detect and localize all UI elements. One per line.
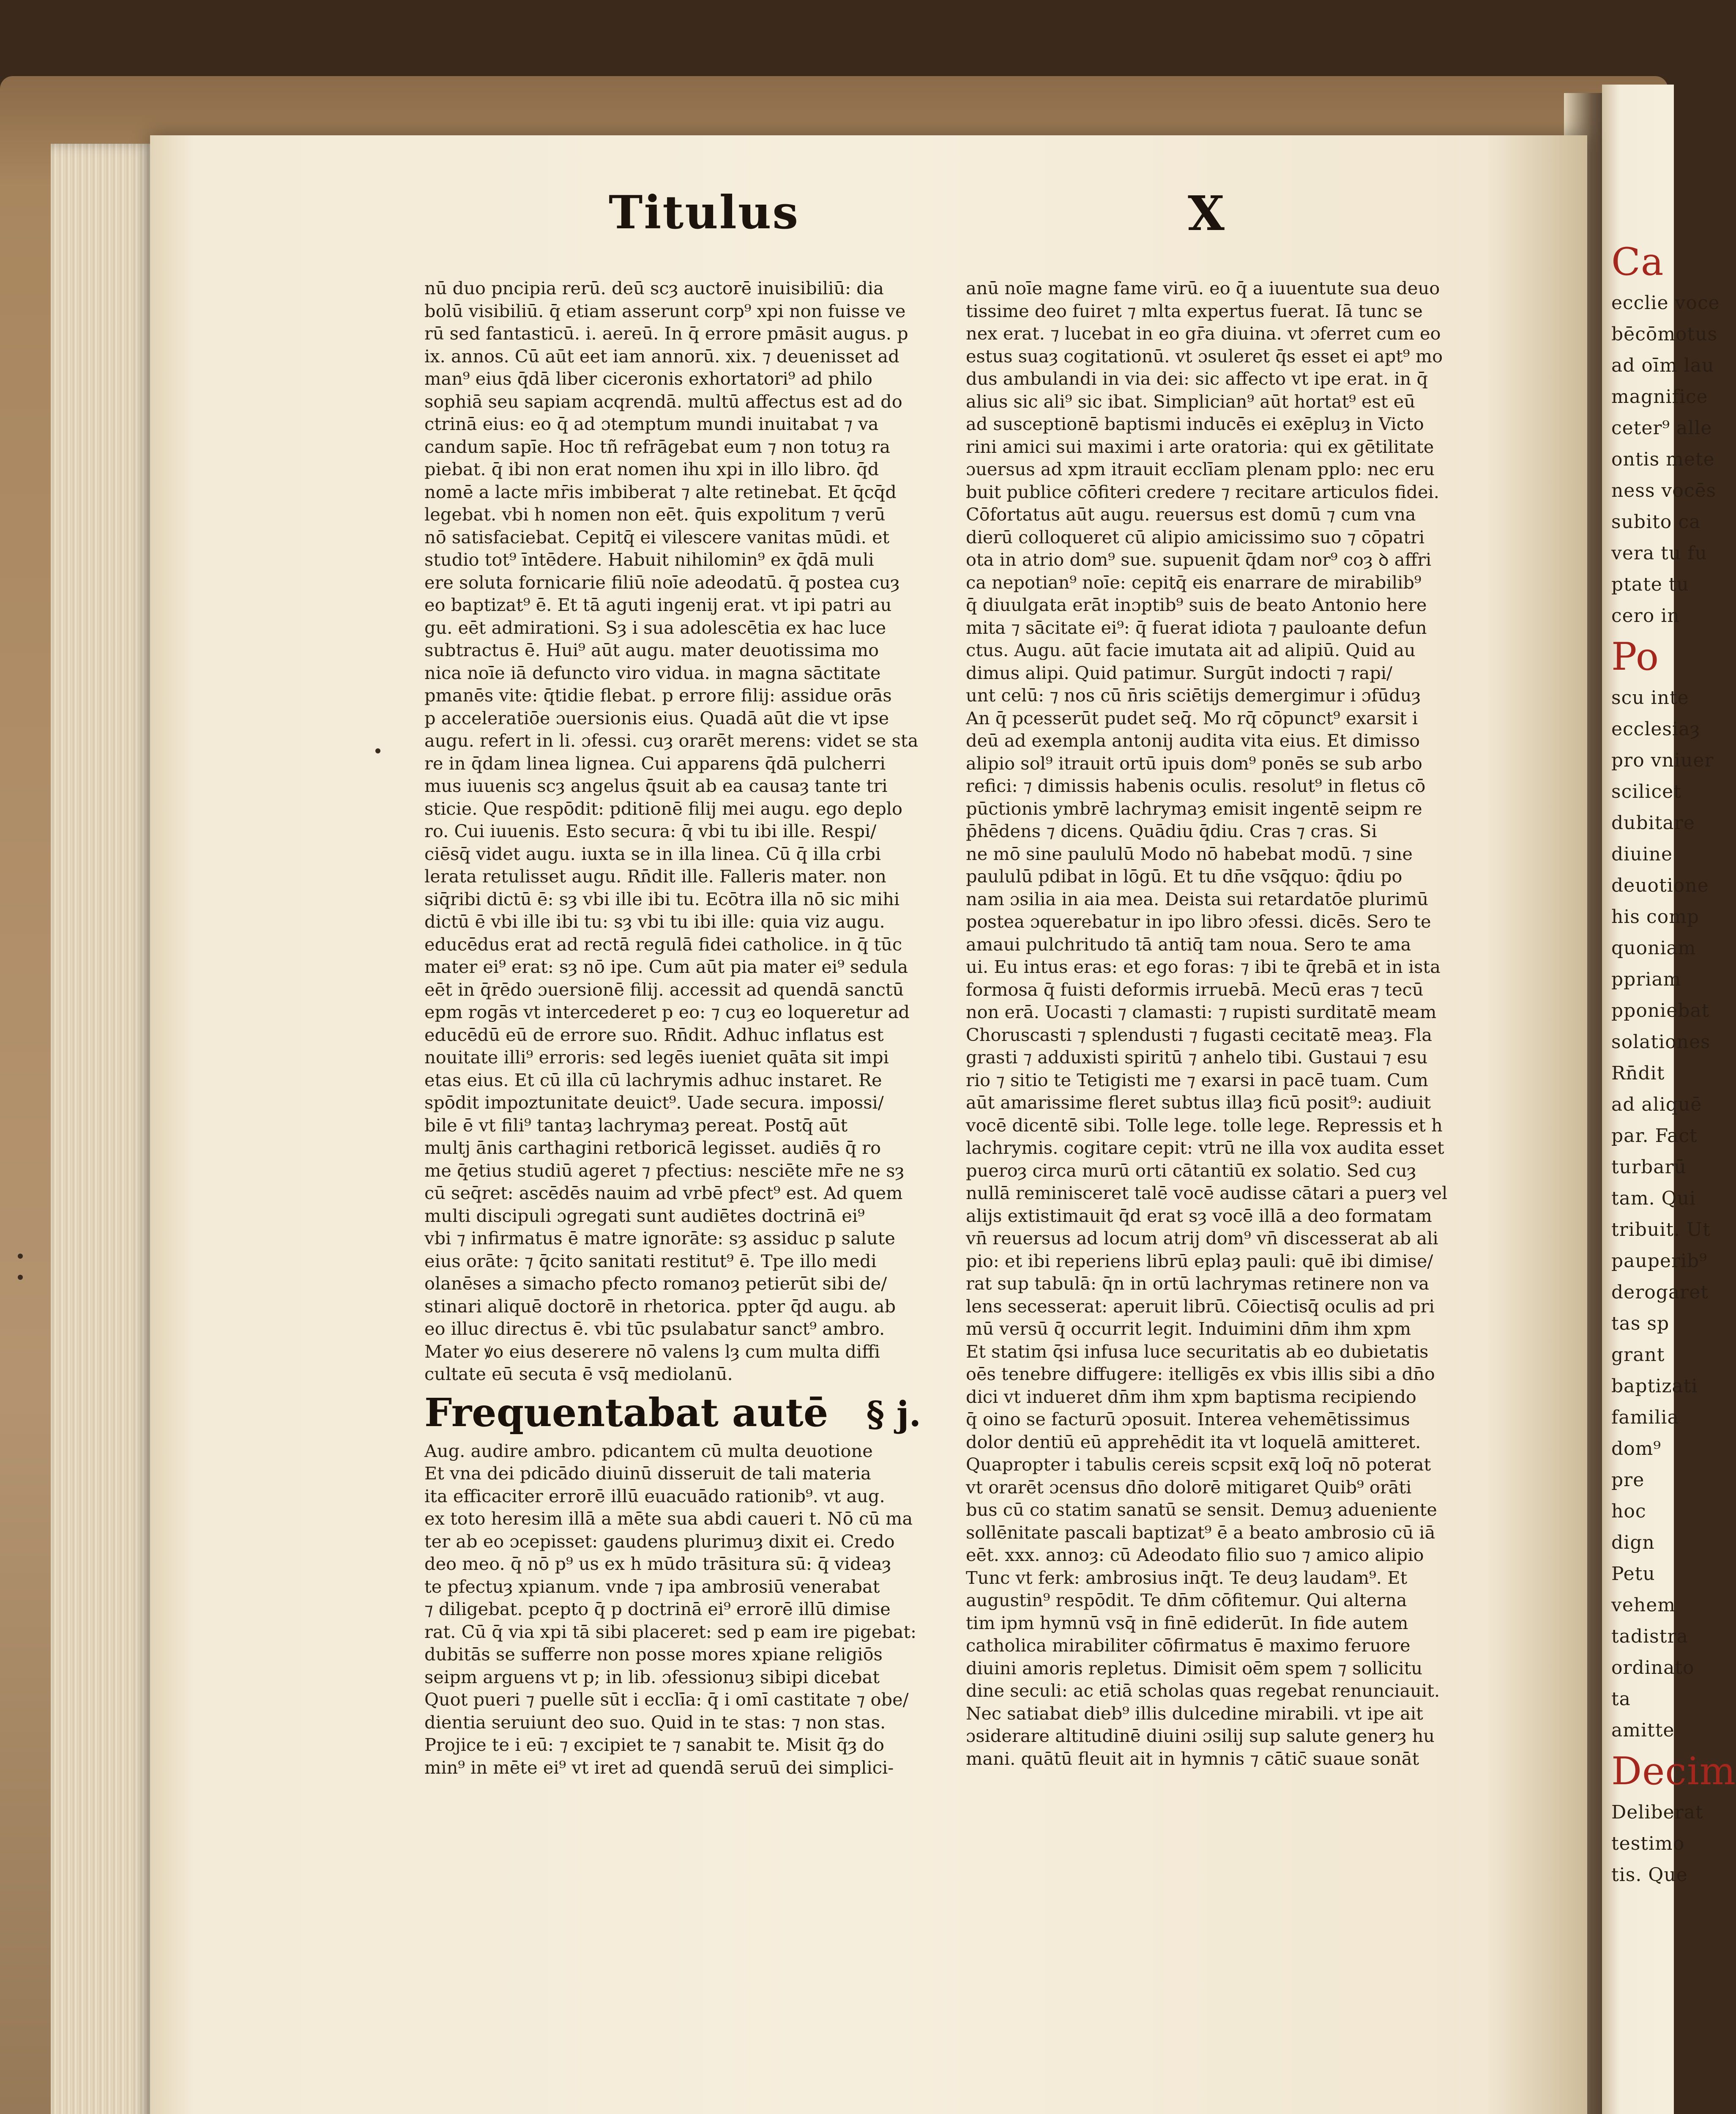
text-line: nouitate illi⁹ erroris: sed legēs iueniet quāta sit impi: [424, 1047, 889, 1068]
facing-page-fragment: amitte: [1611, 1720, 1675, 1741]
text-line: subtractus ē. Hui⁹ aūt augu. mater deuotissima mo: [424, 640, 879, 660]
text-line: Et vna dei pdicādo diuinū disseruit de tali materia: [424, 1463, 871, 1484]
text-line: spōdit impoztunitate deuict⁹. Uade secura. impossi/: [424, 1092, 884, 1113]
text-column-right: [966, 277, 1477, 1770]
text-line: eo illuc directus ē. vbi tūc psulabatur sanct⁹ ambro.: [424, 1318, 885, 1339]
text-line: ca nepotian⁹ noīe: cepitq̄ eis enarrare de mirabilib⁹: [966, 572, 1422, 593]
text-line: dierū colloqueret cū alipio amicissimo suo ⁊ cōpatri: [966, 526, 1425, 548]
text-line: estus suaȝ cogitationū. vt ɔsuleret q̄s esset ei apt⁹ mo: [966, 345, 1443, 367]
text-line: ciēsq̄ videt augu. iuxta se in illa linea. Cū q̄ illa crbi: [424, 843, 881, 864]
text-line: oēs tenebre diffugere: itelligēs ex vbis illis sibi a dn̄o: [966, 1364, 1435, 1384]
text-line: bus cū co statim sanatū se sensit. Demuȝ adueniente: [966, 1499, 1437, 1520]
text-line: aūt amarissime fleret subtus illaȝ ficū posit⁹: audiuit: [966, 1092, 1431, 1113]
text-line: epm rogās vt intercederet p eo: ⁊ cuȝ eo loqueretur ad: [424, 1002, 910, 1022]
text-line: educēdū eū de errore suo. Rn̄dit. Adhuc inflatus est: [424, 1024, 884, 1045]
text-line: q̄ diuulgata erāt inɔptib⁹ suis de beato Antonio here: [966, 594, 1427, 615]
facing-page-fragment: ceter⁹ alle: [1611, 417, 1712, 439]
facing-page-fragment: tribuit. Ut: [1611, 1219, 1711, 1240]
facing-page-fragment: ecclie voce: [1611, 292, 1720, 314]
text-line: bolū visibiliū. q̄ etiam asserunt corp⁹ xpi non fuisse ve: [424, 300, 906, 321]
text-line: augustin⁹ respōdit. Te dn̄m cōfitemur. Qui alterna: [966, 1590, 1407, 1610]
text-line: me q̄etius studiū ageret ⁊ pfectius: nesciēte mr̄e ne sȝ: [424, 1160, 905, 1181]
text-line: nex erat. ⁊ lucebat in eo gr̄a diuina. vt ɔferret cum eo: [966, 323, 1441, 344]
text-line: olanēses a simacho pfecto romanoȝ petierūt sibi de/: [424, 1273, 887, 1294]
text-line: diuini amoris repletus. Dimisit oēm spem ⁊ sollicitu: [966, 1657, 1423, 1679]
text-line: siq̄ribi dictū ē: sȝ vbi ille ibi tu. Ecōtra illa nō sic mihi: [424, 888, 900, 909]
text-line: p̄hēdens ⁊ dicens. Quādiu q̄diu. Cras ⁊ cras. Si: [966, 821, 1377, 841]
text-line: gu. eēt admirationi. Sȝ i sua adolescētia ex hac luce: [424, 617, 886, 638]
text-line: tim ipm hymnū vsq̄ in finē ediderūt. In fide autem: [966, 1612, 1408, 1633]
facing-page-fragment: hoc: [1611, 1501, 1646, 1522]
text-line: ad susceptionē baptismi inducēs ei exēpluȝ in Victo: [966, 413, 1424, 434]
binding-hole: [18, 1275, 23, 1280]
text-line: Quapropter i tabulis cereis scpsit exq̄ loq̄ nō poterat: [966, 1454, 1431, 1475]
text-line: lens secesserat: aperuit librū. Cōiectisq̄ oculis ad pri: [966, 1295, 1435, 1317]
facing-page-fragment: Rn̄dit: [1611, 1062, 1665, 1084]
facing-page-fragment: ppriam: [1611, 969, 1681, 990]
text-line: Et statim q̄si infusa luce securitatis ab eo dubietatis: [966, 1341, 1429, 1362]
facing-page-fragment: pre: [1611, 1469, 1645, 1491]
text-line: sophiā seu sapiam acqrendā. multū affectus est ad do: [424, 391, 902, 412]
facing-page-fragment: Decim: [1611, 1749, 1736, 1794]
text-line: nullā reminisceret talē vocē audisse cātari a puerȝ vel: [966, 1183, 1448, 1203]
facing-page-fragment: turbarū: [1611, 1156, 1687, 1178]
text-line: nam ɔsilia in aia mea. Deista sui retardatōe plurimū: [966, 888, 1429, 909]
facing-page-fragment: bēcōmotus: [1611, 323, 1718, 345]
facing-page-fragment: vera tu fu: [1611, 542, 1707, 564]
facing-page-fragment: ad aliquē: [1611, 1094, 1702, 1115]
text-line: re in q̄dam linea lignea. Cui apparens q̄dā pulcherri: [424, 753, 886, 774]
text-line: pūctionis ymbrē lachrymaȝ emisit ingentē seipm re: [966, 798, 1422, 819]
text-line: ne mō sine paululū Modo nō habebat modū. ⁊ sine: [966, 843, 1413, 864]
text-line: ex toto heresim illā a mēte sua abdi caueri t. Nō cū ma: [424, 1508, 913, 1529]
text-line: mani. quātū fleuit ait in hymnis ⁊ cātic̄ suaue sonāt: [966, 1748, 1419, 1769]
text-line: min⁹ in mēte ei⁹ vt iret ad quendā seruū dei simplici-: [424, 1757, 894, 1778]
text-line: seipm arguens vt p; in lib. ɔfessionuȝ sibipi dicebat: [424, 1666, 880, 1687]
text-line: dimus alipi. Quid patimur. Surgūt indocti ⁊ rapi/: [966, 662, 1393, 683]
text-line: alipio sol⁹ itrauit ortū ipuis dom⁹ ponēs se sub arbo: [966, 753, 1422, 774]
text-line: anū noīe magne fame virū. eo q̄ a iuuentute sua deuo: [966, 278, 1440, 298]
facing-page-fragment: ordinato: [1611, 1657, 1695, 1679]
facing-page-fragment: pro vniuer: [1611, 750, 1714, 771]
text-line: mū versū q̄ occurrit legit. Induimini dn̄m ihm xpm: [966, 1318, 1411, 1339]
text-line: legebat. vbi h nomen non eēt. q̄uis expolitum ⁊ verū: [424, 504, 886, 525]
text-line: ere soluta fornicarie filiū noīe adeodatū. q̄ postea cuȝ: [424, 572, 900, 593]
text-line: nomē a lacte mr̄is imbiberat ⁊ alte retinebat. Et q̄cq̄d: [424, 481, 897, 502]
text-line: rini amici sui maximi i arte oratoria: qui ex gētilitate: [966, 436, 1434, 457]
facing-page-fragment: testimo: [1611, 1833, 1685, 1854]
facing-page-fragment: vehem: [1611, 1594, 1676, 1616]
text-line: lachrymis. cogitare cepit: vtrū ne illa vox audita esset: [966, 1137, 1444, 1158]
text-line: alijs extistimauit q̄d erat sȝ vocē illā a deo formatam: [966, 1205, 1432, 1226]
text-line: man⁹ eius q̄dā liber ciceronis exhortatori⁹ ad philo: [424, 368, 872, 389]
text-line: stinari aliquē doctorē in rhetorica. ppter q̄d augu. ab: [424, 1295, 896, 1317]
facing-page-fragment: his comp: [1611, 906, 1699, 928]
text-line: Nec satiabat dieb⁹ illis dulcedine mirabili. vt ipe ait: [966, 1703, 1423, 1724]
facing-page-fragment: tadistra: [1611, 1626, 1688, 1647]
facing-page-fragment: tis. Que: [1611, 1864, 1688, 1886]
facing-page-fragment: Po: [1611, 635, 1659, 679]
text-line: formosa q̄ fuisti deformis irruebā. Mecū eras ⁊ tecū: [966, 979, 1424, 1000]
text-line: ota in atrio dom⁹ sue. supuenit q̄dam nor⁹ coȝ ꝺ affri: [966, 549, 1432, 570]
text-line: ɔsiderare altitudinē diuini ɔsilij sup salute generȝ hu: [966, 1725, 1435, 1746]
section-heading: [424, 1390, 932, 1437]
text-line: eo baptizat⁹ ē. Et tā aguti ingenij erat. vt ipi patri au: [424, 594, 892, 615]
facing-page-fragment: scilicet: [1611, 781, 1681, 802]
facing-page-fragment: familia: [1611, 1407, 1679, 1428]
text-line: ctus. Augu. aūt facie imutata ait ad alipiū. Quid au: [966, 640, 1416, 660]
text-line: candum sapīe. Hoc tñ refrāgebat eum ⁊ non totuȝ ra: [424, 436, 890, 457]
facing-page-fragment: scu inte: [1611, 687, 1689, 709]
text-line: Tunc vt ferk: ambrosius inq̄t. Te deuȝ laudam⁹. Et: [966, 1567, 1408, 1588]
facing-page-fragment: ecclesiaȝ: [1611, 718, 1700, 740]
facing-page-fragment: ta: [1611, 1688, 1631, 1710]
text-line: catholica mirabiliter cōfirmatus ē maximo feruore: [966, 1635, 1411, 1656]
text-line: deū ad exempla antonij audita vita eius. Et dimisso: [966, 730, 1420, 751]
facing-page-fragment: grant: [1611, 1344, 1665, 1366]
text-line: dubitās se sufferre non posse mores xpiane religiōs: [424, 1644, 883, 1665]
text-line: paululū pdibat in lōgū. Et tu dn̄e vsq̄quo: q̄diu po: [966, 866, 1402, 887]
text-line: Choruscasti ⁊ splendusti ⁊ fugasti cecitatē meaȝ. Fla: [966, 1024, 1433, 1045]
text-line: studio tot⁹ īntēdere. Habuit nihilomin⁹ ex q̄dā muli: [424, 549, 874, 570]
facing-page-fragment: quoniam: [1611, 937, 1696, 959]
text-line: q̄ oino se facturū ɔposuit. Interea vehemētissimus: [966, 1409, 1410, 1429]
text-line: pio: et ibi reperiens librū eplaȝ pauli: quē ibi dimise/: [966, 1250, 1433, 1271]
facing-page-fragment: subito ca: [1611, 511, 1701, 533]
facing-page-fragment: ptate tu: [1611, 574, 1689, 595]
text-line: rat. Cū q̄ via xpi tā sibi placeret: sed p eam ire pigebat:: [424, 1621, 917, 1642]
text-line: multj ānis carthagini retboricā legisset. audiēs q̄ ro: [424, 1137, 881, 1158]
text-line: lerata retulisset augu. Rn̄dit ille. Falleris mater. non: [424, 866, 886, 887]
text-line: postea ɔquerebatur in ipo libro ɔfessi. dicēs. Sero te: [966, 911, 1431, 932]
facing-page-fragment: tas sp: [1611, 1313, 1670, 1334]
facing-page-text: [1611, 237, 1736, 1891]
text-line: ix. annos. Cū aūt eet iam annorū. xix. ⁊ deuenisset ad: [424, 345, 899, 367]
facing-page-fragment: Ca: [1611, 240, 1664, 284]
facing-page-fragment: solationes: [1611, 1031, 1711, 1053]
facing-page-fragment: ad oīm lau: [1611, 355, 1714, 376]
text-line: amaui pulchritudo tā antiq̄ tam noua. Sero te ama: [966, 934, 1411, 955]
text-line: etas eius. Et cū illa cū lachrymis adhuc instaret. Re: [424, 1069, 882, 1090]
text-line: nō satisfaciebat. Cepitq̄ ei vilescere vanitas mūdi. et: [424, 526, 890, 548]
page-fore-edge: [51, 144, 156, 2114]
text-line: ⁊ diligebat. pcepto q̄ p doctrinā ei⁹ errorē illū dimise: [424, 1599, 891, 1619]
text-line: augu. refert in li. ɔfessi. cuȝ orarēt merens: videt se sta: [424, 730, 919, 751]
text-line: pmanēs vite: q̄tidie flebat. p errore filij: assidue orās: [424, 685, 892, 706]
text-line: Projice te i eū: ⁊ excipiet te ⁊ sanabit te. Misit q̄ȝ do: [424, 1734, 885, 1755]
text-line: te pfectuȝ xpianum. vnde ⁊ ipa ambrosiū venerabat: [424, 1576, 880, 1597]
text-line: Mater ꝟo eius deserere nō valens lȝ cum multa diffi: [424, 1341, 880, 1362]
facing-page-fragment: derogaret: [1611, 1282, 1709, 1303]
text-line: deo meo. q̄ nō p⁹ us ex h mūdo trāsitura sū: q̄ videaȝ: [424, 1553, 891, 1574]
text-line: educēdus erat ad rectā regulā fidei catholice. in q̄ tūc: [424, 934, 902, 955]
facing-page-fragment: Deliberat: [1611, 1802, 1703, 1823]
facing-page-fragment: pponiebat: [1611, 1000, 1710, 1021]
section-heading-text: Frequentabat autē: [424, 1389, 828, 1435]
facing-page-fragment: tam. Qui: [1611, 1188, 1696, 1209]
text-line: vocē dicentē sibi. Tolle lege. tolle lege. Repressis et h: [966, 1115, 1443, 1136]
text-line: p acceleratiōe ɔuersionis eius. Quadā aūt die vt ipse: [424, 707, 889, 728]
text-line: vn̄ reuersus ad locum atrij dom⁹ vn̄ discesserat ab ali: [966, 1228, 1438, 1249]
ink-mark: [375, 748, 380, 753]
text-line: nica noīe iā defuncto viro vidua. in magna sāctitate: [424, 662, 881, 683]
facing-page-fragment: baptizati: [1611, 1375, 1698, 1397]
text-line: ɔuersus ad xpm itrauit ecclīam plenam pplo: nec eru: [966, 459, 1435, 479]
text-line: cultate eū secuta ē vsq̄ mediolanū.: [424, 1364, 733, 1384]
text-line: tissime deo fuiret ⁊ mlta expertus fuerat. Iā tunc se: [966, 300, 1423, 321]
text-line: rio ⁊ sitio te Tetigisti me ⁊ exarsi in pacē tuam. Cum: [966, 1069, 1428, 1090]
facing-page-fragment: ness vocēs: [1611, 480, 1717, 501]
text-line: multi discipuli ɔgregati sunt audiētes doctrinā ei⁹: [424, 1205, 865, 1226]
facing-page-fragment: dign: [1611, 1532, 1655, 1553]
text-line: ctrinā eius: eo q̄ ad ɔtemptum mundi inuitabat ⁊ va: [424, 413, 879, 434]
text-line: piebat. q̄ ibi non erat nomen ihu xpi in illo libro. q̄d: [424, 459, 879, 479]
text-line: ro. Cui iuuenis. Esto secura: q̄ vbi tu ibi ille. Respi/: [424, 821, 877, 841]
binding-hole: [18, 1254, 23, 1259]
text-line: sticie. Que respōdit: pditionē filij mei augu. ego deplo: [424, 798, 903, 819]
text-line: alius sic ali⁹ sic ibat. Simplician⁹ aūt hortat⁹ est eū: [966, 391, 1416, 412]
text-line: dine seculi: ac etiā scholas quas regebat renunciauit.: [966, 1680, 1440, 1701]
text-line: mita ⁊ sācitate ei⁹: q̄ fuerat idiota ⁊ pauloante defun: [966, 617, 1427, 638]
text-line: dolor dentiū eū apprehēdit ita vt loquelā amitteret.: [966, 1431, 1421, 1452]
text-line: vt orarēt ɔcensus dn̄o dolorē mitigaret Quib⁹ orāti: [966, 1476, 1412, 1498]
text-line: dici vt indueret dn̄m ihm xpm baptisma recipiendo: [966, 1386, 1416, 1407]
running-head-title: Titulus: [609, 186, 800, 239]
facing-page-fragment: pauperib⁹: [1611, 1250, 1707, 1272]
facing-page-fragment: ontis mete: [1611, 449, 1715, 470]
text-line: vbi ⁊ infirmatus ē matre ignorāte: sȝ assiduc p salute: [424, 1228, 895, 1249]
text-line: sollēnitate pascali baptizat⁹ ē a beato ambrosio cū iā: [966, 1522, 1435, 1543]
text-line: dientia seruiunt deo suo. Quid in te stas: ⁊ non stas.: [424, 1711, 886, 1733]
text-line: bile ē vt fili⁹ tantaȝ lachrymaȝ pereat. Postq̄ aūt: [424, 1115, 848, 1136]
text-line: An q̄ pcesserūt pudet seq̄. Mo rq̄ cōpunct⁹ exarsit i: [966, 707, 1418, 728]
text-line: ter ab eo ɔcepisset: gaudens plurimuȝ dixit ei. Credo: [424, 1531, 895, 1552]
text-line: eēt. xxx. annoȝ: cū Adeodato filio suo ⁊ amico alipio: [966, 1544, 1424, 1565]
facing-page-fragment: deuotione: [1611, 875, 1709, 896]
text-line: Quot pueri ⁊ puelle sūt i ecclīa: q̄ i omī castitate ⁊ obe/: [424, 1689, 909, 1710]
facing-page-fragment: cero in: [1611, 605, 1680, 627]
text-line: buit publice cōfiteri credere ⁊ recitare articulos fidei.: [966, 481, 1439, 502]
section-mark: § j.: [866, 1394, 921, 1435]
text-line: non erā. Uocasti ⁊ clamasti: ⁊ rupisti surditatē meam: [966, 1002, 1437, 1022]
text-line: Cōfortatus aūt augu. reuersus est domū ⁊ cum vna: [966, 504, 1416, 525]
text-line: ui. Eu intus eras: et ego foras: ⁊ ibi te q̄rebā et in ista: [966, 956, 1441, 977]
text-line: eius orāte: ⁊ q̄cito sanitati restitut⁹ ē. Tpe illo medi: [424, 1250, 877, 1271]
facing-page-fragment: diuine: [1611, 843, 1673, 865]
facing-page-fragment: dubitare: [1611, 812, 1695, 834]
text-line: Aug. audire ambro. pdicantem cū multa deuotione: [424, 1440, 873, 1461]
text-column-left: [424, 277, 932, 1779]
text-line: rū sed fantasticū. i. aereū. In q̄ errore pmāsit augus. p: [424, 323, 908, 344]
text-line: dictū ē vbi ille ibi tu: sȝ vbi tu ibi ille: quia viz augu.: [424, 911, 885, 932]
text-line: eēt in q̄rēdo ɔuersionē filij. accessit ad quendā sanctū: [424, 979, 904, 1000]
text-line: refici: ⁊ dimissis habenis oculis. resolut⁹ in fletus cō: [966, 775, 1426, 796]
text-line: dus ambulandi in via dei: sic affecto vt ipe erat. in q̄: [966, 368, 1428, 389]
facing-page-fragment: magnifice: [1611, 386, 1708, 408]
text-line: ita efficaciter errorē illū euacuādo rationib⁹. vt aug.: [424, 1485, 885, 1506]
text-line: rat sup tabulā: q̄n in ortū lachrymas retinere non va: [966, 1273, 1430, 1294]
facing-page-fragment: dom⁹: [1611, 1438, 1662, 1460]
facing-page-fragment: par. Fact: [1611, 1125, 1698, 1147]
text-line: unt celū: ⁊ nos cū n̄ris sciētijs demergimur i ɔfūduȝ: [966, 685, 1421, 706]
facing-page-edge: [1602, 85, 1736, 2114]
text-line: mus iuuenis scȝ angelus q̄suit ab ea causaȝ tante tri: [424, 775, 888, 796]
running-head-numeral: X: [1188, 186, 1225, 241]
text-line: mater ei⁹ erat: sȝ nō ipe. Cum aūt pia mater ei⁹ sedula: [424, 956, 908, 977]
text-line: pueroȝ circa murū orti cātantiū ex solatio. Sed cuȝ: [966, 1160, 1416, 1181]
text-line: nū duo pncipia rerū. deū scȝ auctorē inuisibiliū: dia: [424, 278, 884, 298]
text-line: cū seq̄ret: ascēdēs nauim ad vrbē pfect⁹ est. Ad quem: [424, 1183, 903, 1203]
text-line: grasti ⁊ adduxisti spiritū ⁊ anhelo tibi. Gustaui ⁊ esu: [966, 1047, 1428, 1068]
facing-page-fragment: Petu: [1611, 1563, 1655, 1585]
